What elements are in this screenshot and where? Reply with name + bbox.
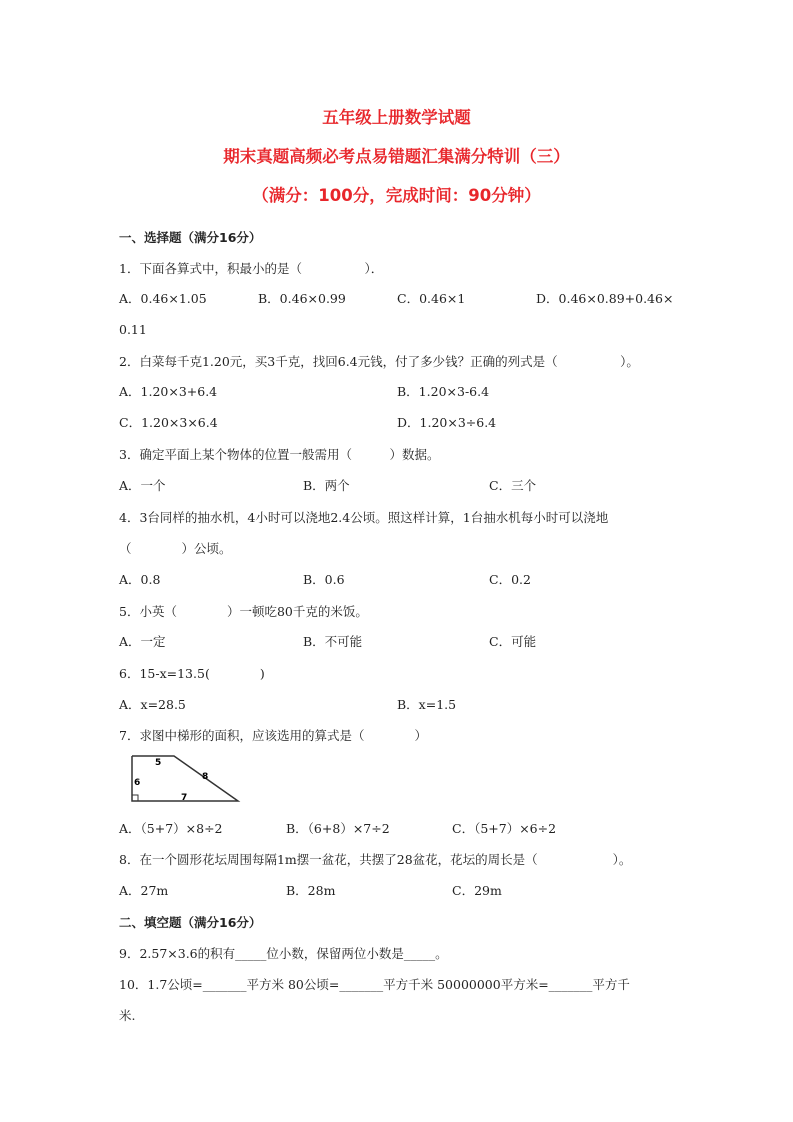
question-6: 6．15-x=13.5( ) bbox=[119, 666, 265, 681]
option-c: C．0.2 bbox=[489, 572, 531, 587]
option-d: D．0.46×0.89+0.46× bbox=[536, 291, 674, 306]
question-10-cont: 米. bbox=[119, 1008, 136, 1023]
option-c: C．0.46×1 bbox=[397, 291, 466, 306]
title-score-time: （满分：100分，完成时间：90分钟） bbox=[252, 186, 541, 205]
title-grade: 五年级上册数学试题 bbox=[322, 108, 471, 127]
trapezoid-figure bbox=[128, 752, 243, 804]
option-a: A．1.20×3+6.4 bbox=[119, 384, 218, 399]
question-3: 3．确定平面上某个物体的位置一般需用（ ）数据。 bbox=[119, 447, 440, 462]
question-8: 8．在一个圆形花坛周围每隔1m摆一盆花，共摆了28盆花，花坛的周长是（ ）。 bbox=[119, 852, 632, 867]
option-c: C．三个 bbox=[489, 478, 537, 493]
label-slant: 8 bbox=[202, 772, 209, 782]
option-c: C．（5+7）×6÷2 bbox=[452, 821, 557, 836]
question-7: 7．求图中梯形的面积，应该选用的算式是（ ） bbox=[119, 728, 427, 743]
option-a: A．一个 bbox=[119, 478, 166, 493]
option-a: A．x=28.5 bbox=[119, 697, 186, 712]
question-2: 2．白菜每千克1.20元，买3千克，找回6.4元钱，付了多少钱？正确的列式是（ ）。 bbox=[119, 354, 639, 369]
option-b: B．x=1.5 bbox=[397, 697, 457, 712]
section-heading: 二、填空题（满分16分） bbox=[119, 915, 262, 930]
option-a: A．一定 bbox=[119, 634, 166, 649]
question-4-cont: （ ）公顷。 bbox=[119, 541, 232, 556]
option-b: B．0.46×0.99 bbox=[258, 291, 346, 306]
question-5: 5．小英（ ）一顿吃80千克的米饭。 bbox=[119, 604, 368, 619]
question-9: 9．2.57×3.6的积有_____位小数，保留两位小数是_____。 bbox=[119, 946, 448, 961]
section-heading: 一、选择题（满分16分） bbox=[119, 230, 262, 245]
option-a: A．（5+7）×8÷2 bbox=[119, 821, 223, 836]
title-main: 期末真题高频必考点易错题汇集满分特训（三） bbox=[223, 147, 570, 166]
question-4: 4．3台同样的抽水机，4小时可以浇地2.4公顷。照这样计算，1台抽水机每小时可以浇地 bbox=[119, 510, 609, 525]
option-b: B．两个 bbox=[303, 478, 350, 493]
option-b: B．28m bbox=[286, 883, 336, 898]
option-a: A．0.46×1.05 bbox=[119, 291, 207, 306]
option-c: C．1.20×3×6.4 bbox=[119, 415, 218, 430]
label-top: 5 bbox=[155, 758, 162, 768]
option-b: B．1.20×3-6.4 bbox=[397, 384, 490, 399]
label-height: 6 bbox=[134, 778, 141, 788]
option-c: C．29m bbox=[452, 883, 502, 898]
option-b: B．（6+8）×7÷2 bbox=[286, 821, 390, 836]
question-1: 1．下面各算式中，积最小的是（ ）． bbox=[119, 261, 384, 276]
option-d-cont: 0.11 bbox=[119, 322, 147, 337]
option-c: C．可能 bbox=[489, 634, 537, 649]
label-bottom: 7 bbox=[181, 793, 188, 803]
option-b: B．不可能 bbox=[303, 634, 363, 649]
question-10: 10．1.7公顷=_______平方米 80公顷=_______平方千米 50000000平方米=_______平方千 bbox=[119, 977, 630, 992]
option-b: B．0.6 bbox=[303, 572, 345, 587]
option-d: D．1.20×3÷6.4 bbox=[397, 415, 497, 430]
option-a: A．0.8 bbox=[119, 572, 161, 587]
option-a: A．27m bbox=[119, 883, 169, 898]
